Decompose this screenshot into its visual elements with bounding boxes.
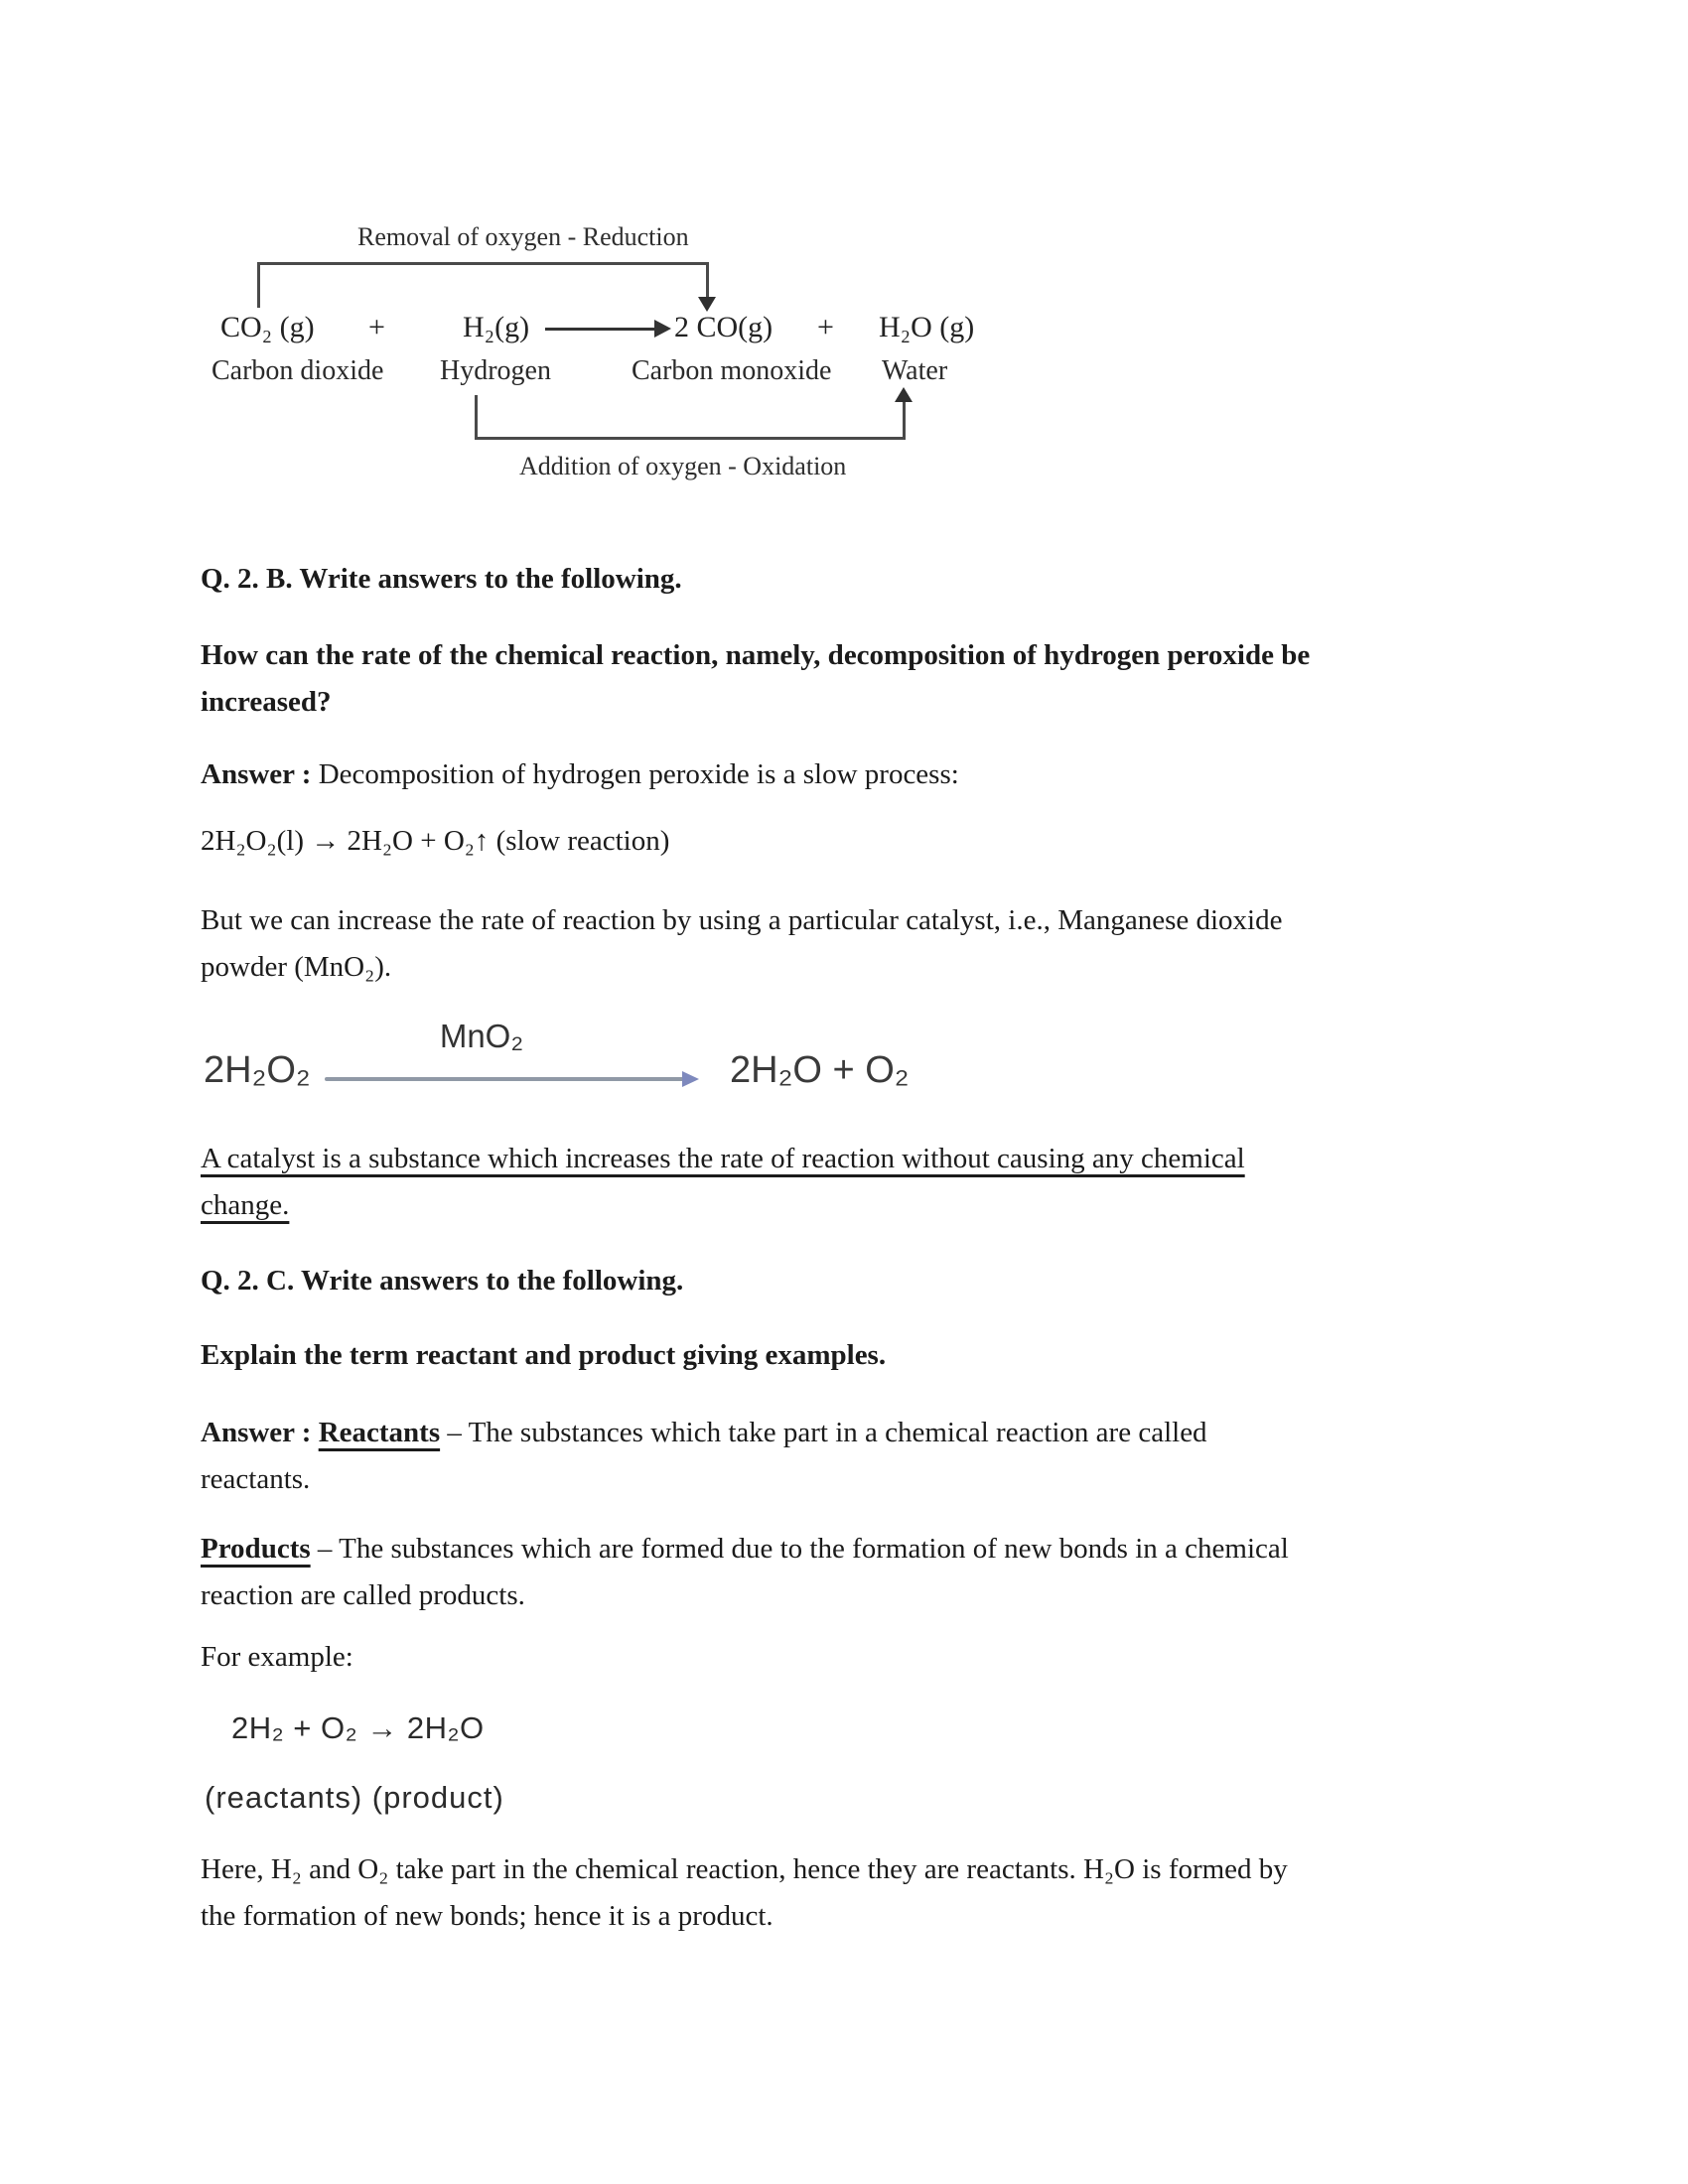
catalyst-definition-line1: A catalyst is a substance which increases the rate of reaction without causing any chemical: [201, 1143, 1245, 1174]
oxidation-label: Addition of oxygen - Oxidation: [519, 452, 847, 480]
reactants-definition-line2: reactants.: [201, 1463, 311, 1495]
reactants-term: Reactants: [318, 1417, 441, 1448]
formula-h2: H₂(g): [463, 311, 530, 343]
conclusion-line1: Here, H₂ and O₂ take part in the chemical reaction, hence they are reactants. H₂O is formed by: [201, 1853, 1288, 1885]
formula-co2: CO₂ (g): [220, 311, 315, 343]
catalyst-increase-line1: But we can increase the rate of reaction by using a particular catalyst, i.e., Manganese dioxide: [201, 904, 1283, 936]
q2b-question: [201, 632, 1310, 726]
products-definition-rest: – The substances which are formed due to the formation of new bonds in a chemical: [310, 1533, 1289, 1565]
mno2-catalyst-label: MnO₂: [439, 1018, 524, 1054]
catalyst-increase-line2: powder (MnO₂).: [201, 951, 392, 983]
mno2-lhs-formula: 2H₂O₂: [204, 1049, 311, 1091]
reactants-definition: [201, 1410, 1207, 1503]
oxidation-bracket-bottom: [475, 437, 906, 440]
reduction-bracket-top: [257, 262, 709, 265]
slow-reaction-equation: 2H₂O₂(l) → 2H₂O + O₂↑ (slow reaction): [201, 825, 670, 857]
name-water: Water: [882, 355, 948, 386]
conclusion-line2: the formation of new bonds; hence it is a product.: [201, 1900, 774, 1932]
oxidation-bracket-right: [903, 401, 906, 439]
q2c-question: Explain the term reactant and product giving examples.: [201, 1339, 887, 1371]
redox-diagram: [0, 0, 1688, 516]
answer-text: Decomposition of hydrogen peroxide is a slow process:: [311, 758, 959, 790]
mno2-arrow-line: [325, 1077, 684, 1081]
q2b-heading: Q. 2. B. Write answers to the following.: [201, 563, 682, 595]
plus-sign: +: [368, 311, 385, 343]
example-equation: 2H₂ + O₂ → 2H₂O: [231, 1710, 485, 1745]
q2c-heading: Q. 2. C. Write answers to the following.: [201, 1265, 684, 1297]
q2b-question-line1: How can the rate of the chemical reaction, namely, decomposition of hydrogen peroxide be: [201, 639, 1311, 671]
mno2-arrowhead-icon: [682, 1071, 699, 1087]
formula-h2o: H₂O (g): [879, 311, 975, 343]
catalyst-increase-paragraph: [201, 897, 1282, 991]
plus-sign: +: [817, 311, 834, 343]
products-definition: [201, 1526, 1289, 1619]
reduction-label: Removal of oxygen - Reduction: [357, 222, 689, 251]
mno2-equation-figure: [204, 1018, 958, 1112]
example-equation-labels: (reactants) (product): [205, 1780, 504, 1815]
catalyst-definition-line2: change.: [201, 1189, 290, 1221]
q2b-answer: [201, 751, 959, 798]
down-arrowhead-icon: [698, 297, 716, 312]
q2b-question-line2: increased?: [201, 686, 332, 718]
answer-label: Answer :: [201, 1417, 312, 1448]
right-arrowhead-icon: [654, 320, 671, 338]
products-definition-line2: reaction are called products.: [201, 1579, 525, 1611]
formula-2co: 2 CO(g): [674, 311, 774, 343]
answer-label: Answer :: [201, 758, 312, 790]
reactants-definition-rest: – The substances which take part in a chemical reaction are called: [440, 1417, 1207, 1448]
catalyst-definition: [201, 1136, 1245, 1229]
products-term: Products: [201, 1533, 311, 1565]
reduction-bracket-left: [257, 262, 260, 308]
reduction-bracket-right: [706, 262, 709, 298]
for-example-label: For example:: [201, 1641, 353, 1673]
name-carbon-dioxide: Carbon dioxide: [211, 355, 384, 386]
mno2-rhs-formula: 2H₂O + O₂: [730, 1049, 910, 1091]
oxidation-bracket-left: [475, 395, 478, 439]
reaction-arrow-line: [545, 328, 656, 331]
up-arrowhead-icon: [895, 387, 913, 402]
name-hydrogen: Hydrogen: [440, 355, 551, 386]
conclusion-paragraph: [201, 1846, 1288, 1940]
name-carbon-monoxide: Carbon monoxide: [632, 355, 832, 386]
